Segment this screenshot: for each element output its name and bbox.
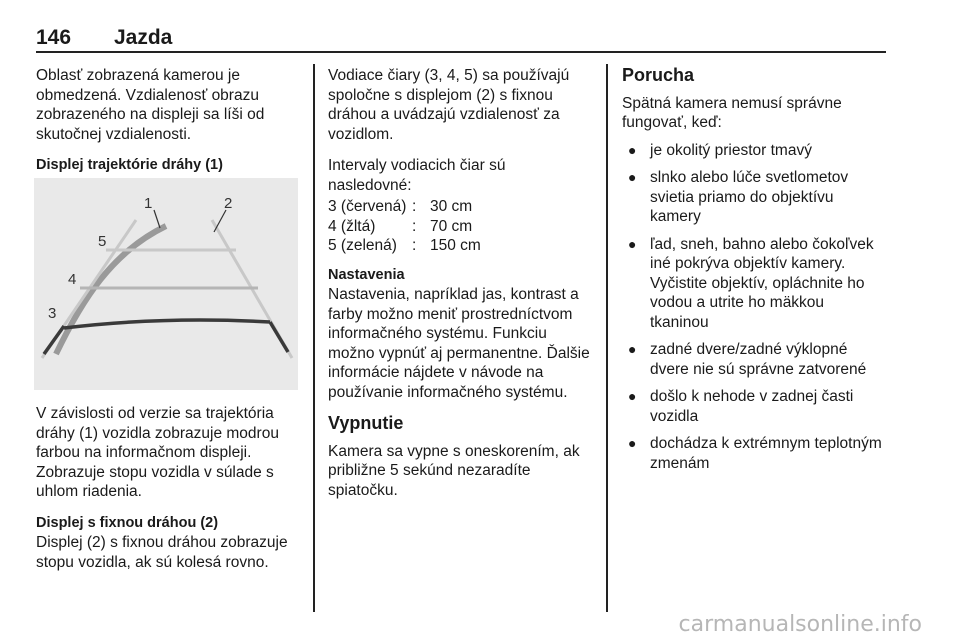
list-item xyxy=(622,387,886,426)
intervals-intro: Intervaly vodiacich čiar sú nasledovné: xyxy=(328,157,506,194)
trajectory-curve xyxy=(56,226,166,354)
interval-sep: : xyxy=(412,217,417,235)
leader-1 xyxy=(154,210,160,228)
guide-lines-paragraph: Vodiace čiary (3, 4, 5) sa používajú spoločne s displejom (2) s fixnou dráhou a uvádzajú vzdialenosť za vozidlom. xyxy=(328,67,570,143)
list-item-text: je okolitý priestor tmavý xyxy=(650,141,812,159)
leader-2 xyxy=(214,210,226,232)
list-item-text: slnko alebo lúče svetlometov svietia priamo do objektívu kamery xyxy=(650,169,849,225)
column-1-lower xyxy=(36,404,306,572)
figure-label-3: 3 xyxy=(48,305,57,322)
intro-paragraph: Oblasť zobrazená kamerou je obmedzená. Vzdialenosť obrazu zobrazeného na displeji sa líši od skutočnej vzdialenosti. xyxy=(36,67,265,143)
guide-lines-illustration xyxy=(34,178,298,390)
header-rule xyxy=(36,51,886,53)
switch-off-paragraph: Kamera sa vypne s oneskorením, ak približne 5 sekúnd nezaradíte spiatočku. xyxy=(328,442,580,499)
fault-intro: Spätná kamera nemusí správne fungovať, keď: xyxy=(622,94,842,131)
column-1 xyxy=(36,66,304,188)
bullet-icon: ● xyxy=(628,141,637,158)
list-item xyxy=(622,340,886,379)
page-header xyxy=(36,26,886,52)
interval-label: 4 (žltá) xyxy=(328,217,376,235)
figure-label-1: 1 xyxy=(144,195,153,212)
bullet-icon: ● xyxy=(628,388,637,404)
list-item xyxy=(622,434,886,473)
guide-line-3 xyxy=(64,320,270,328)
list-item xyxy=(622,141,886,161)
list-item-text: dochádza k extrémnym teplotným zmenám xyxy=(650,435,882,472)
list-item xyxy=(622,235,886,333)
settings-paragraph: Nastavenia, napríklad jas, kontrast a farby možno meniť prostredníctvom informačného systému. Funkciu možno vypnúť aj permanentne. Ďalšie informácie nájdete v návode na používanie informačného systému. xyxy=(328,286,590,401)
interval-value: 150 cm xyxy=(430,237,481,254)
right-dark-leg xyxy=(270,322,288,352)
trajectory-figure xyxy=(34,178,298,390)
settings-heading: Nastavenia xyxy=(328,266,405,283)
list-item-text: ľad, sneh, bahno alebo čokoľvek iné pokrýva objektív kamery. Vyčistite objektív, opláchnite ho vodou a utrite ho mäkkou tkaninou xyxy=(650,235,874,331)
section-title: Jazda xyxy=(114,26,173,49)
interval-label: 3 (červená) xyxy=(328,198,407,215)
bullet-icon: ● xyxy=(628,435,637,451)
fixed-path-paragraph: Displej (2) s fixnou dráhou zobrazuje stopu vozidla, ak sú kolesá rovno. xyxy=(36,534,288,571)
bullet-icon: ● xyxy=(628,235,637,252)
fault-heading: Porucha xyxy=(622,65,695,85)
column-divider-2 xyxy=(606,64,608,612)
interval-value: 70 cm xyxy=(430,217,473,235)
column-3 xyxy=(622,66,886,481)
interval-label: 5 (zelená) xyxy=(328,237,397,254)
figure-label-4: 4 xyxy=(68,271,77,288)
column-2 xyxy=(328,66,592,512)
switch-off-heading: Vypnutie xyxy=(328,413,404,433)
figure-label-2: 2 xyxy=(224,195,233,212)
settings-block xyxy=(328,266,592,403)
watermark: carmanualsonline.info xyxy=(678,612,922,637)
figure-label-5: 5 xyxy=(98,233,107,250)
trajectory-paragraph: V závislosti od verzie sa trajektória dráhy (1) vozidla zobrazuje modrou farbou na informačnom displeji. Zobrazuje stopu vozidla v súlade s uhlom riadenia. xyxy=(36,405,279,500)
list-item xyxy=(622,168,886,227)
interval-sep: : xyxy=(412,198,417,215)
intervals-table xyxy=(328,197,592,256)
column-divider-1 xyxy=(313,64,315,612)
list-item-text: došlo k nehode v zadnej časti vozidla xyxy=(650,388,854,425)
list-item-text: zadné dvere/zadné výklopné dvere nie sú správne zatvorené xyxy=(650,341,867,378)
fault-list xyxy=(622,141,886,474)
interval-value: 30 cm xyxy=(430,198,473,215)
trajectory-heading: Displej trajektórie dráhy (1) xyxy=(36,157,223,173)
page-number: 146 xyxy=(36,26,72,49)
fixed-path-heading: Displej s fixnou dráhou (2) xyxy=(36,514,219,531)
bullet-icon: ● xyxy=(628,169,637,185)
bullet-icon: ● xyxy=(628,341,637,357)
fixed-path-block xyxy=(36,514,306,573)
interval-sep: : xyxy=(412,237,417,254)
